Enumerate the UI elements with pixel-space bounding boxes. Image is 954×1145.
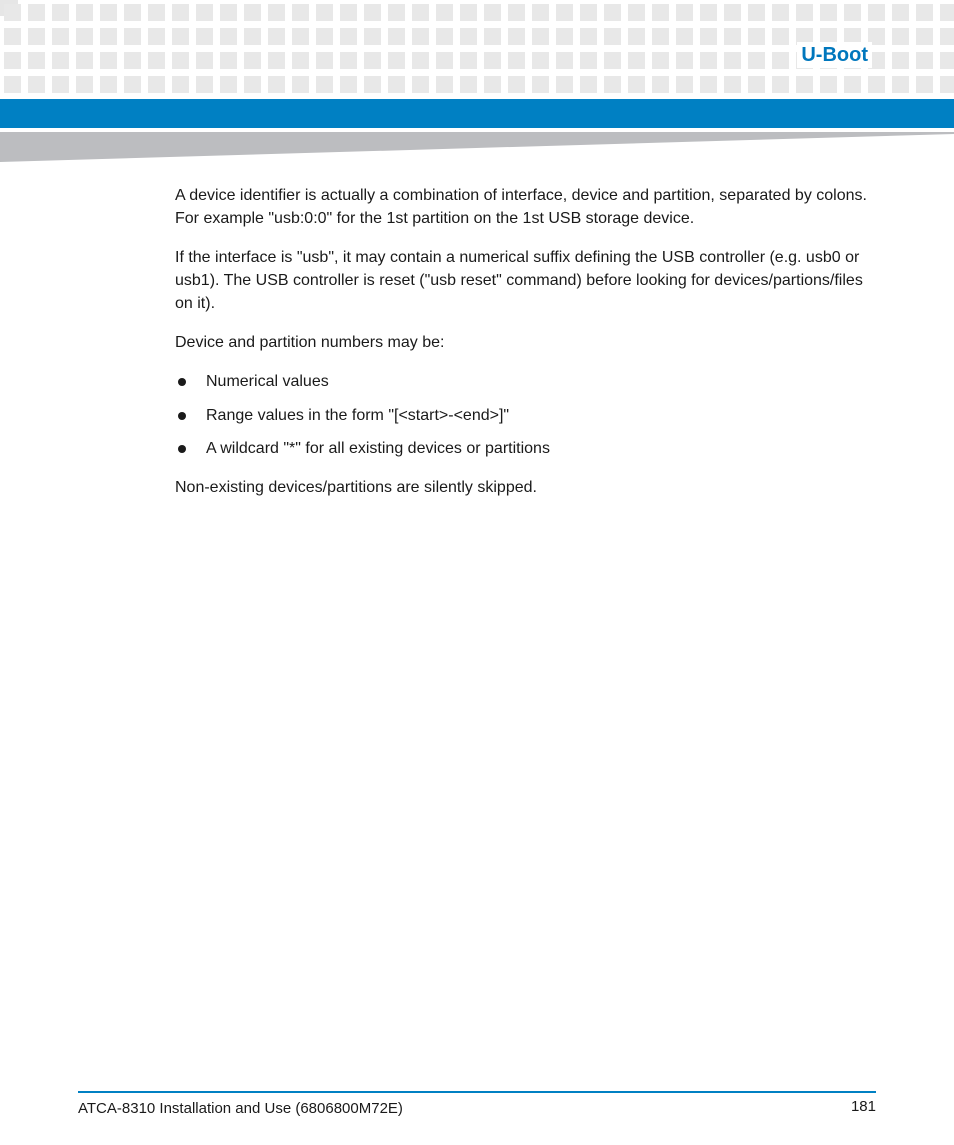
- bullet-icon: [178, 412, 186, 420]
- main-content: [175, 184, 880, 515]
- list-item-text: Range values in the form "[<start>-<end>]": [206, 406, 510, 424]
- list-item: [175, 370, 880, 393]
- list-item-text: A wildcard "*" for all existing devices or partitions: [206, 440, 550, 457]
- paragraph-numbers-intro: Device and partition numbers may be:: [175, 334, 445, 351]
- paragraph-skipped: Non-existing devices/partitions are silently skipped.: [175, 479, 537, 496]
- footer-doc-title: ATCA-8310 Installation and Use (6806800M72E): [78, 1100, 403, 1117]
- bullet-list: [175, 370, 880, 460]
- chapter-title: U-Boot: [797, 42, 872, 68]
- list-item: [175, 404, 880, 427]
- list-item: [175, 437, 880, 460]
- list-item-text: Numerical values: [206, 373, 329, 390]
- footer-page-number: 181: [850, 1098, 876, 1115]
- bullet-icon: [178, 445, 186, 453]
- paragraph-device-identifier: A device identifier is actually a combination of interface, device and partition, separated by colons. For example "usb:0:0" for the 1st partition on the 1st USB storage device.: [175, 187, 867, 227]
- footer-rule: [78, 1091, 876, 1093]
- paragraph-usb-interface: If the interface is "usb", it may contain a numerical suffix defining the USB controller (e.g. usb0 or usb1). The USB controller is reset ("usb reset" command) before looking for devices/partions/files on it).: [175, 249, 863, 312]
- header-gray-wedge: [0, 132, 954, 162]
- header-blue-bar: [0, 99, 954, 128]
- bullet-icon: [178, 378, 186, 386]
